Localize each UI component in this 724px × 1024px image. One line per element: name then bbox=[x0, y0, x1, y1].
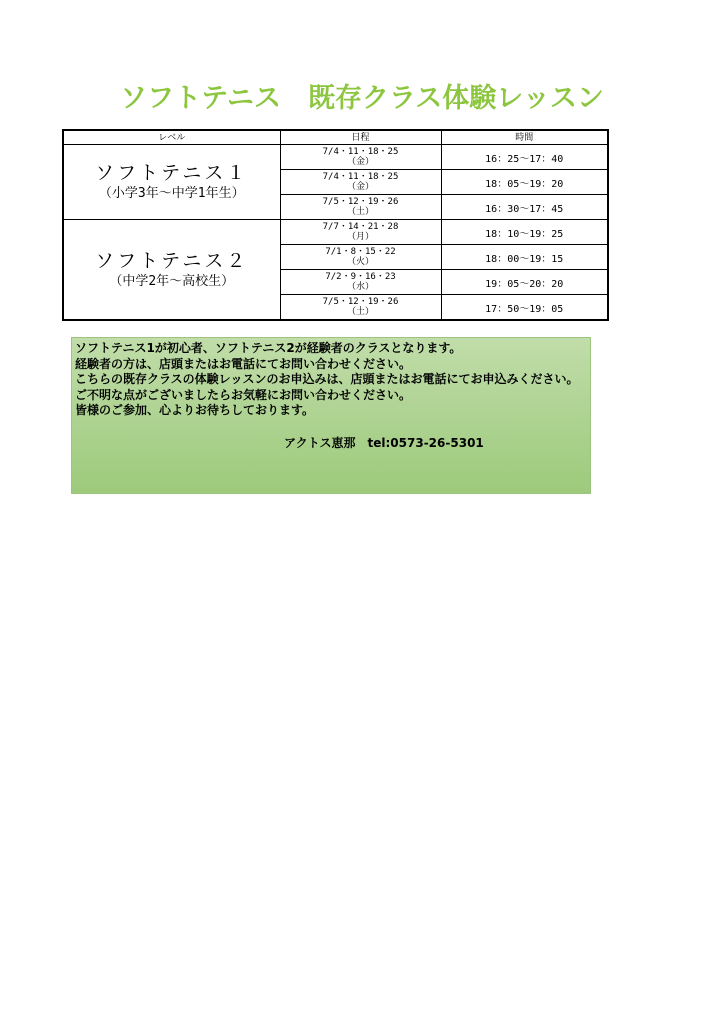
date-cell bbox=[280, 295, 441, 321]
date-cell bbox=[280, 145, 441, 170]
dates: 7/4・11・18・25 bbox=[322, 172, 399, 182]
notice-line: ご不明な点がございましたらお気軽にお問い合わせください。 bbox=[75, 387, 412, 402]
notice-box bbox=[71, 337, 591, 494]
table-header-row bbox=[63, 130, 608, 145]
weekday: （土） bbox=[346, 307, 374, 317]
level-cell-2 bbox=[63, 220, 280, 321]
weekday: （金） bbox=[346, 157, 374, 167]
header-schedule: 日程 bbox=[280, 130, 441, 145]
date-cell bbox=[280, 195, 441, 220]
time-cell: 19：05～20：20 bbox=[441, 270, 608, 295]
date-cell bbox=[280, 170, 441, 195]
level-name: ソフトテニス１ bbox=[95, 162, 249, 184]
weekday: （月） bbox=[346, 232, 374, 242]
dates: 7/4・11・18・25 bbox=[322, 147, 399, 157]
notice-line: 経験者の方は、店頭またはお電話にてお問い合わせください。 bbox=[75, 356, 412, 371]
weekday: （火） bbox=[346, 257, 374, 267]
time-cell: 16：30～17：45 bbox=[441, 195, 608, 220]
notice-line: 皆様のご参加、心よりお待ちしております。 bbox=[75, 403, 315, 417]
weekday: （土） bbox=[346, 207, 374, 217]
notice-line: こちらの既存クラスの体験レッスンのお申込みは、店頭またはお電話にてお申込みください。 bbox=[75, 372, 579, 386]
weekday: （金） bbox=[346, 182, 374, 192]
time-cell: 18：00～19：15 bbox=[441, 245, 608, 270]
schedule-table bbox=[62, 129, 609, 321]
header-level: レベル bbox=[63, 130, 280, 145]
level-grade-range: （中学2年～高校生） bbox=[109, 273, 235, 289]
dates: 7/5・12・19・26 bbox=[322, 197, 399, 207]
time-cell: 18：05～19：20 bbox=[441, 170, 608, 195]
contact-info: アクトス恵那 tel:0573-26-5301 bbox=[284, 435, 484, 450]
level-cell-1 bbox=[63, 145, 280, 220]
header-time: 時間 bbox=[441, 130, 608, 145]
dates: 7/5・12・19・26 bbox=[322, 297, 399, 307]
date-cell bbox=[280, 270, 441, 295]
dates: 7/7・14・21・28 bbox=[322, 222, 399, 232]
level-name: ソフトテニス２ bbox=[95, 249, 249, 272]
notice-line: ソフトテニス1が初心者、ソフトテニス2が経験者のクラスとなります。 bbox=[75, 341, 462, 355]
weekday: （水） bbox=[346, 282, 374, 292]
date-cell bbox=[280, 245, 441, 270]
time-cell: 18：10～19：25 bbox=[441, 220, 608, 245]
dates: 7/2・9・16・23 bbox=[325, 272, 396, 282]
dates: 7/1・8・15・22 bbox=[325, 247, 396, 257]
date-cell bbox=[280, 220, 441, 245]
table-row bbox=[63, 145, 608, 170]
time-cell: 16：25～17：40 bbox=[441, 145, 608, 170]
time-cell: 17：50～19：05 bbox=[441, 295, 608, 321]
table-row bbox=[63, 220, 608, 245]
level-grade-range: （小学3年～中学1年生） bbox=[98, 186, 245, 201]
page-title: ソフトテニス 既存クラス体験レッスン bbox=[120, 83, 604, 114]
